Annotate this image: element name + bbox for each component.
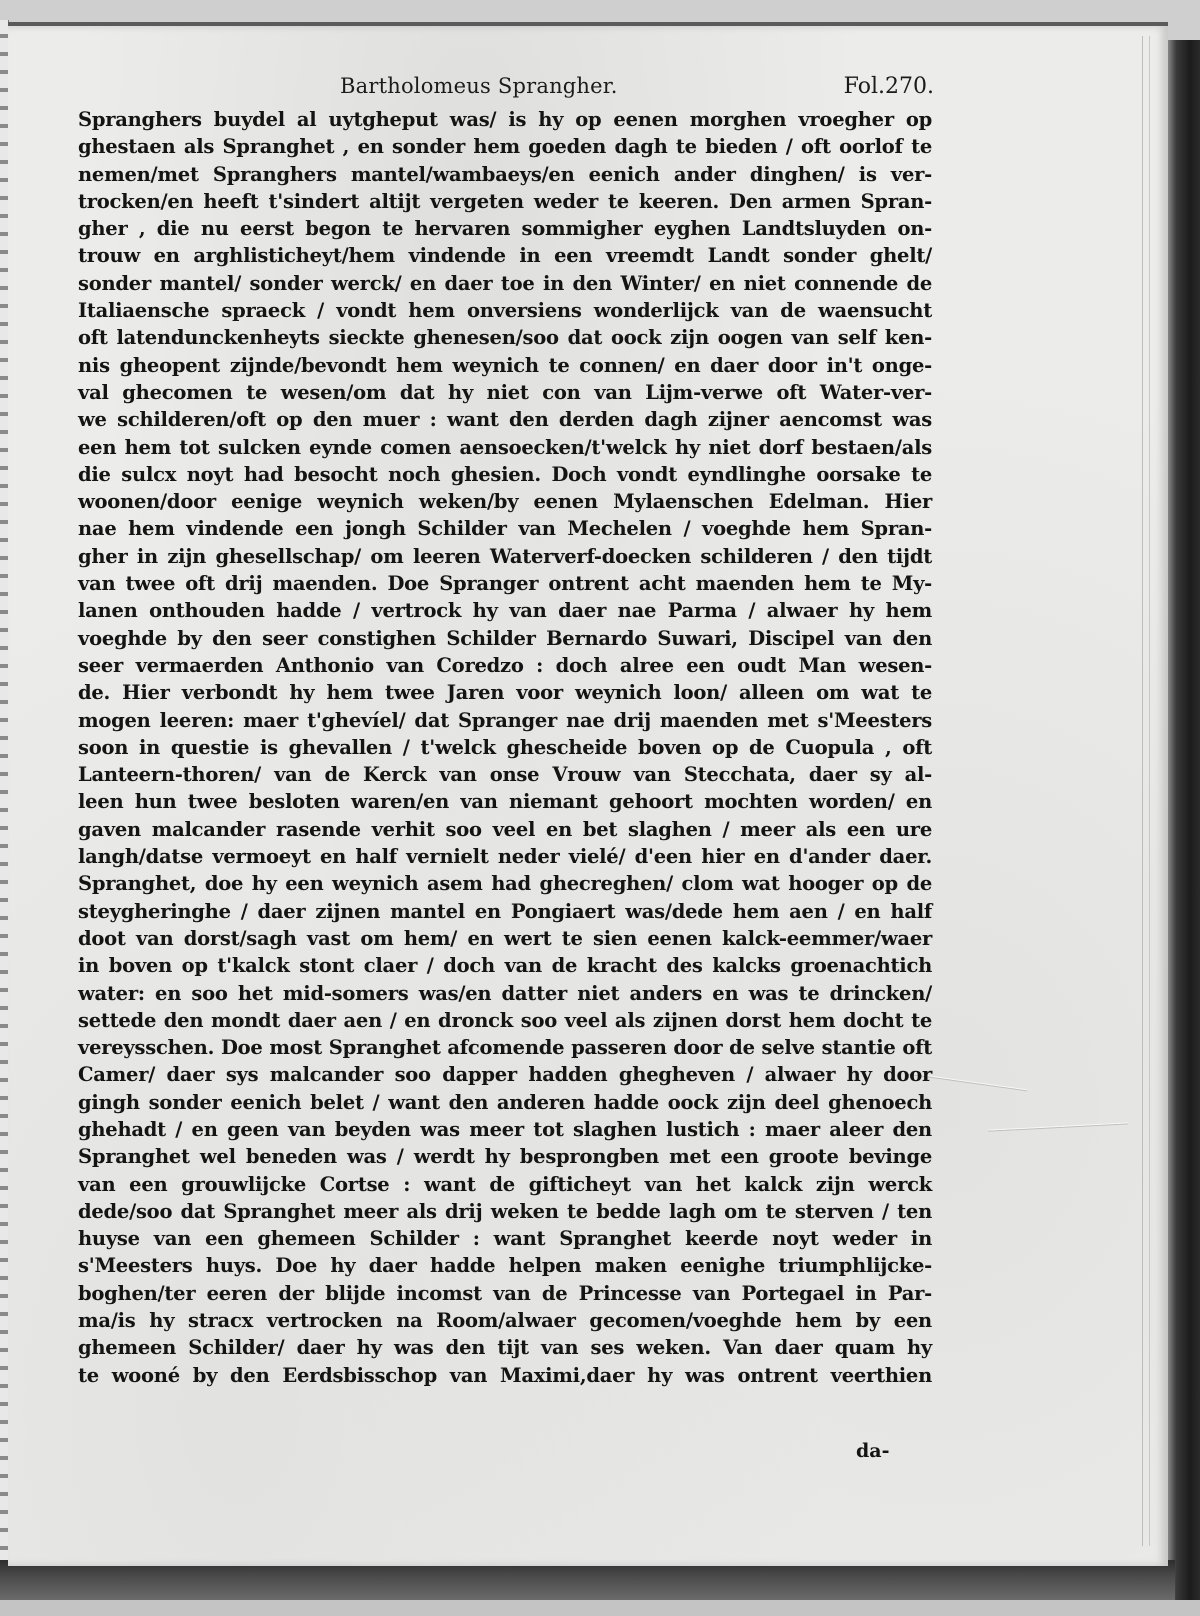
text-line: de. Hier verbondt hy hem twee Jaren voor weynich loon/ alleen om wat te bbox=[78, 681, 932, 705]
text-line: van een grouwlijcke Cortse : want de gifticheyt van het kalck zijn werck bbox=[78, 1172, 932, 1196]
text-line: ghemeen Schilder/ daer hy was den tijt van ses weken. Van daer quam hy bbox=[78, 1336, 932, 1360]
text-line: lanen onthouden hadde / vertrock hy van daer nae Parma / alwaer hy hem bbox=[78, 599, 932, 623]
text-line: langh/datse vermoeyt en half vernielt neder vielé/ d'een hier en d'ander daer. bbox=[78, 845, 932, 869]
text-line: boghen/ter eeren der blijde incomst van de Princesse van Portegael in Par- bbox=[78, 1281, 932, 1305]
book-cover-right bbox=[1166, 40, 1200, 1600]
running-head bbox=[72, 72, 934, 102]
text-line: voeghde by den seer constighen Schilder Bernardo Suwari, Discipel van den bbox=[78, 626, 932, 650]
text-line: gher in zijn ghesellschap/ om leeren Waterverf-doecken schilderen / den tijdt bbox=[78, 544, 932, 568]
body-text bbox=[78, 106, 932, 1389]
text-line: gingh sonder eenich belet / want den anderen hadde oock zijn deel ghenoech bbox=[78, 1090, 932, 1114]
text-line: soon in questie is ghevallen / t'welck ghescheide boven op de Cuopula , oft bbox=[78, 735, 932, 759]
text-line: leen hun twee besloten waren/en van niemant gehoort mochten worden/ en bbox=[78, 790, 932, 814]
text-line: settede den mondt daer aen / en dronck soo veel als zijnen dorst hem docht te bbox=[78, 1008, 932, 1032]
text-line: Camer/ daer sys malcander soo dapper hadden ghegheven / alwaer hy door bbox=[78, 1063, 932, 1087]
text-line: mogen leeren: maer t'ghevíel/ dat Spranger nae drij maenden met s'Meesters bbox=[78, 708, 932, 732]
text-line: Spranghet, doe hy een weynich asem had ghecreghen/ clom wat hooger op de bbox=[78, 872, 932, 896]
text-line: gaven malcander rasende verhit soo veel en bet slaghen / meer als een ure bbox=[78, 817, 932, 841]
text-line: Spranghet wel beneden was / werdt hy besprongben met een groote bevinge bbox=[78, 1145, 932, 1169]
text-line: Lanteern-thoren/ van de Kerck van onse Vrouw van Stecchata, daer sy al- bbox=[78, 763, 932, 787]
text-line: nae hem vindende een jongh Schilder van Mechelen / voeghde hem Spran- bbox=[78, 517, 932, 541]
text-line: water: en soo het mid-somers was/en datter niet anders en was te drincken/ bbox=[78, 981, 932, 1005]
text-line: in boven op t'kalck stont claer / doch van de kracht des kalcks groenachtich bbox=[78, 954, 932, 978]
page-fore-edge bbox=[1142, 36, 1150, 1546]
text-line: trocken/en heeft t'sindert altijt vergeten weder te keeren. Den armen Spran- bbox=[78, 189, 932, 213]
running-title: Bartholomeus Sprangher. bbox=[340, 74, 618, 98]
text-line: s'Meesters huys. Doe hy daer hadde helpen maken eenighe triumphlijcke- bbox=[78, 1254, 932, 1278]
text-line: een hem tot sulcken eynde comen aensoecken/t'welck hy niet dorf bestaen/als bbox=[78, 435, 932, 459]
text-line: van twee oft drij maenden. Doe Spranger ontrent acht maenden hem te My- bbox=[78, 572, 932, 596]
catchword: da- bbox=[856, 1440, 890, 1462]
text-line: ma/is hy stracx vertrocken na Room/alwaer gecomen/voeghde hem by een bbox=[78, 1309, 932, 1333]
text-line: ghestaen als Spranghet , en sonder hem goeden dagh te bieden / oft oorlof te bbox=[78, 135, 932, 159]
text-line: gher , die nu eerst begon te hervaren sommigher eyghen Landtsluyden on- bbox=[78, 217, 932, 241]
text-line: seer vermaerden Anthonio van Coredzo : doch alree een oudt Man wesen- bbox=[78, 653, 932, 677]
text-line: Spranghers buydel al uytgheput was/ is hy op eenen morghen vroegher op bbox=[78, 108, 932, 131]
text-line: woonen/door eenige weynich weken/by eenen Mylaenschen Edelman. Hier bbox=[78, 490, 932, 514]
text-line: nemen/met Spranghers mantel/wambaeys/en eenich ander dinghen/ is ver- bbox=[78, 162, 932, 186]
book-cover-bottom bbox=[0, 1560, 1175, 1600]
text-line: Italiaensche spraeck / vondt hem onversiens wonderlijck van de waensucht bbox=[78, 299, 932, 323]
text-line: dede/soo dat Spranghet meer als drij weken te bedde lagh om te sterven / ten bbox=[78, 1199, 932, 1223]
text-line: we schilderen/oft op den muer : want den derden dagh zijner aencomst was bbox=[78, 408, 932, 432]
text-line: huyse van een ghemeen Schilder : want Spranghet keerde noyt weder in bbox=[78, 1227, 932, 1251]
text-line: ghehadt / en geen van beyden was meer tot slaghen lustich : maer aleer den bbox=[78, 1117, 932, 1141]
folio-number: Fol.270. bbox=[843, 74, 934, 99]
text-line: sonder mantel/ sonder werck/ en daer toe in den Winter/ en niet connende de bbox=[78, 271, 932, 295]
text-line: vereysschen. Doe most Spranghet afcomende passeren door de selve stantie oft bbox=[78, 1036, 932, 1060]
text-line: nis gheopent zijnde/bevondt hem weynich te connen/ en daer door in't onge- bbox=[78, 353, 932, 377]
text-line: te wooné by den Eerdsbisschop van Maximi,daer hy was ontrent veerthien bbox=[78, 1363, 932, 1387]
text-line: trouw en arghlisticheyt/hem vindende in een vreemdt Landt sonder ghelt/ bbox=[78, 244, 932, 268]
text-line: val ghecomen te wesen/om dat hy niet con van Lijm-verwe oft Water-ver- bbox=[78, 380, 932, 404]
paper-crease bbox=[988, 1122, 1128, 1130]
text-line: doot van dorst/sagh vast om hem/ en wert te sien eenen kalck-eemmer/waer bbox=[78, 926, 932, 950]
text-line: oft latendunckenheyts sieckte ghenesen/soo dat oock zijn oogen van self ken- bbox=[78, 326, 932, 350]
text-line: steygheringhe / daer zijnen mantel en Pongiaert was/dede hem aen / en half bbox=[78, 899, 932, 923]
text-line: die sulcx noyt had besocht noch ghesien. Doch vondt eyndlinghe oorsake te bbox=[78, 462, 932, 486]
